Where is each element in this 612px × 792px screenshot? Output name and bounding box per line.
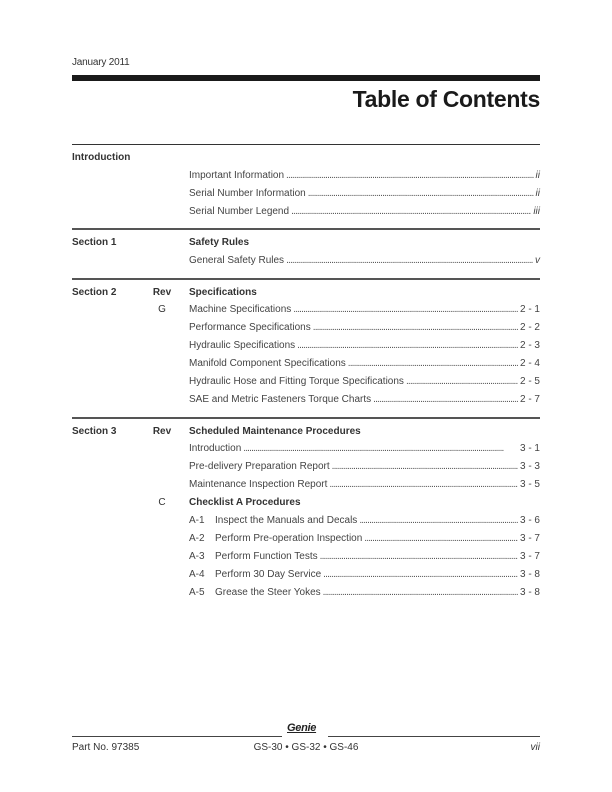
entry-label: SAE and Metric Fasteners Torque Charts	[189, 394, 372, 405]
page-number: vii	[530, 742, 540, 753]
toc-entry[interactable]	[189, 587, 540, 598]
entry-page: iii	[533, 206, 540, 217]
entry-label: Important Information	[189, 170, 285, 181]
entry-label: Inspect the Manuals and Decals	[215, 515, 358, 526]
dot-leader	[348, 358, 518, 369]
dot-leader	[293, 304, 518, 315]
entry-page: 2 - 4	[519, 358, 540, 369]
subsection-heading-checklist-a: Checklist A Procedures	[189, 497, 301, 508]
footer-rule-right	[328, 736, 540, 737]
divider	[72, 278, 540, 280]
entry-label: Serial Number Legend	[189, 206, 290, 217]
dot-leader	[243, 443, 518, 454]
toc-entry[interactable]	[189, 322, 540, 333]
divider	[72, 417, 540, 419]
toc-entry[interactable]	[189, 515, 540, 526]
entry-page: 2 - 5	[519, 376, 540, 387]
entry-label: Machine Specifications	[189, 304, 292, 315]
dot-leader	[323, 587, 518, 598]
toc-entry[interactable]	[189, 394, 540, 405]
entry-page: 3 - 5	[519, 479, 540, 490]
section-label-1: Section 1	[72, 237, 117, 248]
dot-leader	[308, 188, 534, 199]
model-list: GS-30 • GS-32 • GS-46	[253, 742, 359, 753]
footer-rule-left	[72, 736, 282, 737]
entry-label: Performance Specifications	[189, 322, 311, 333]
entry-page: 3 - 1	[519, 443, 540, 454]
section-label-3: Section 3	[72, 426, 117, 437]
rev-label: Rev	[152, 287, 172, 298]
entry-page: 2 - 1	[519, 304, 540, 315]
toc-entry[interactable]	[189, 551, 540, 562]
entry-page: 2 - 3	[519, 340, 540, 351]
entry-page: 3 - 7	[519, 533, 540, 544]
toc-entry[interactable]	[189, 206, 540, 217]
dot-leader	[332, 461, 518, 472]
dot-leader	[291, 206, 531, 217]
toc-entry[interactable]	[189, 304, 540, 315]
header-bar	[72, 75, 540, 81]
dot-leader	[364, 533, 518, 544]
entry-page: 3 - 8	[519, 569, 540, 580]
divider	[72, 228, 540, 230]
entry-code: A-2	[189, 533, 205, 544]
dot-leader	[297, 340, 518, 351]
toc-entry[interactable]	[189, 461, 540, 472]
toc-entry[interactable]	[189, 358, 540, 369]
toc-entry[interactable]	[189, 340, 540, 351]
entry-label: Introduction	[189, 443, 242, 454]
dot-leader	[406, 376, 518, 387]
entry-label: General Safety Rules	[189, 255, 285, 266]
entry-code: A-5	[189, 587, 205, 598]
dot-leader	[286, 170, 534, 181]
toc-entry[interactable]	[189, 376, 540, 387]
toc-entry[interactable]	[189, 188, 540, 199]
entry-page: ii	[535, 188, 540, 199]
entry-label: Serial Number Information	[189, 188, 306, 199]
section-heading-specifications: Specifications	[189, 287, 257, 298]
page-title: Table of Contents	[352, 86, 540, 112]
entry-code: A-1	[189, 515, 205, 526]
dot-leader	[320, 551, 518, 562]
entry-label: Grease the Steer Yokes	[215, 587, 321, 598]
entry-label: Hydraulic Specifications	[189, 340, 296, 351]
dot-leader	[313, 322, 518, 333]
toc-entry[interactable]	[189, 170, 540, 181]
section-label-introduction: Introduction	[72, 152, 131, 163]
divider	[72, 144, 540, 145]
rev-value: G	[158, 304, 166, 315]
rev-value: C	[158, 497, 166, 508]
rev-label: Rev	[152, 426, 172, 437]
entry-label: Hydraulic Hose and Fitting Torque Specifications	[189, 376, 404, 387]
entry-label: Pre-delivery Preparation Report	[189, 461, 330, 472]
dot-leader	[286, 255, 533, 266]
toc-entry[interactable]	[189, 255, 540, 266]
genie-logo: Genie	[287, 722, 317, 734]
entry-label: Manifold Component Specifications	[189, 358, 346, 369]
entry-page: ii	[535, 170, 540, 181]
dot-leader	[373, 394, 518, 405]
section-label-2: Section 2	[72, 287, 117, 298]
entry-code: A-3	[189, 551, 205, 562]
entry-page: 2 - 7	[519, 394, 540, 405]
toc-entry[interactable]	[189, 533, 540, 544]
entry-label: Maintenance Inspection Report	[189, 479, 328, 490]
entry-page: v	[535, 255, 540, 266]
dot-leader	[359, 515, 518, 526]
entry-page: 3 - 8	[519, 587, 540, 598]
entry-page: 3 - 7	[519, 551, 540, 562]
toc-entry[interactable]	[189, 569, 540, 580]
toc-entry[interactable]	[189, 479, 540, 490]
entry-label: Perform Function Tests	[215, 551, 318, 562]
document-date: January 2011	[72, 57, 130, 68]
entry-page: 3 - 3	[519, 461, 540, 472]
entry-label: Perform 30 Day Service	[215, 569, 322, 580]
entry-page: 2 - 2	[519, 322, 540, 333]
entry-code: A-4	[189, 569, 205, 580]
entry-page: 3 - 6	[519, 515, 540, 526]
section-heading-scheduled-maintenance: Scheduled Maintenance Procedures	[189, 426, 361, 437]
dot-leader	[323, 569, 518, 580]
toc-entry[interactable]	[189, 443, 540, 454]
dot-leader	[329, 479, 518, 490]
entry-label: Perform Pre-operation Inspection	[215, 533, 363, 544]
section-heading-safety-rules: Safety Rules	[189, 237, 250, 248]
part-number: Part No. 97385	[72, 742, 140, 753]
